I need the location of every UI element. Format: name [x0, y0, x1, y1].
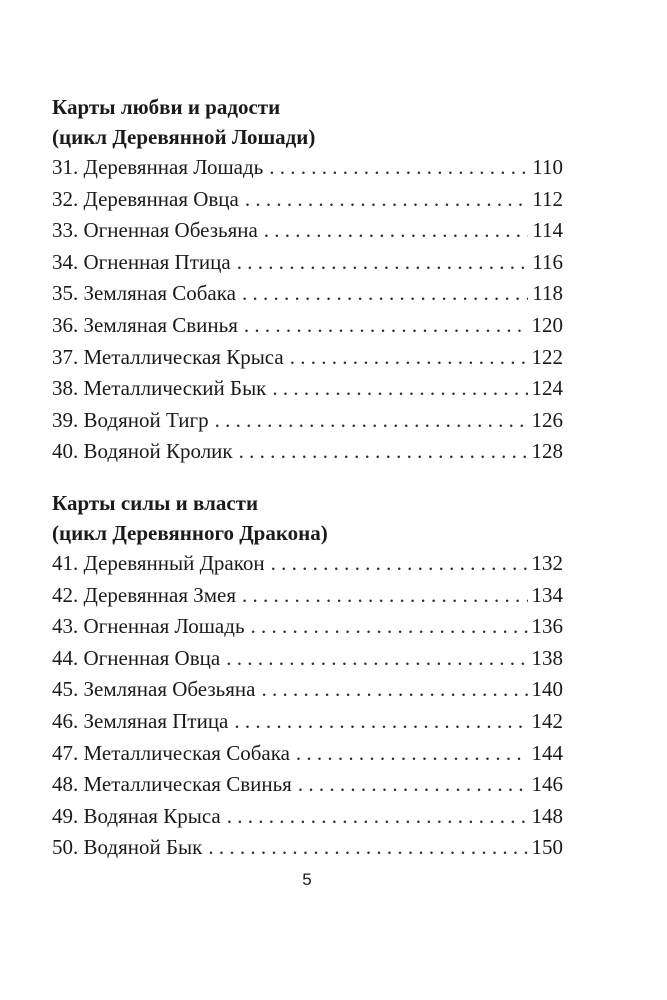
- entry-title: 49. Водяная Крыса: [52, 803, 221, 828]
- entry-page-number: 112: [532, 186, 563, 211]
- toc-entry[interactable]: [52, 278, 563, 310]
- toc-section-love-joy: [52, 92, 563, 468]
- entry-title: 34. Огненная Птица: [52, 249, 231, 274]
- entry-title: 37. Металлическая Крыса: [52, 344, 284, 369]
- entry-page-number: 124: [531, 376, 563, 401]
- toc-entry[interactable]: [52, 247, 563, 279]
- entry-title: 38. Металлический Бык: [52, 376, 267, 401]
- entry-page-number: 134: [531, 582, 563, 607]
- dot-leader: [261, 674, 527, 706]
- section-title: [52, 488, 563, 548]
- toc-entry[interactable]: [52, 342, 563, 374]
- dot-leader: [298, 769, 528, 801]
- entry-page-number: 148: [531, 803, 563, 828]
- toc-entry[interactable]: [52, 769, 563, 801]
- dot-leader: [215, 405, 528, 437]
- toc-entry[interactable]: [52, 674, 563, 706]
- section-title-line1: Карты силы и власти: [52, 490, 259, 515]
- entry-page-number: 110: [532, 155, 563, 179]
- dot-leader: [242, 580, 527, 612]
- dot-leader: [290, 342, 528, 374]
- entry-page-number: 146: [531, 772, 563, 797]
- dot-leader: [251, 611, 528, 643]
- entry-title: 32. Деревянная Овца: [52, 186, 239, 211]
- toc-entry[interactable]: [52, 436, 563, 468]
- toc-entry[interactable]: [52, 738, 563, 770]
- toc-entry-list: [52, 152, 563, 468]
- toc-entry[interactable]: [52, 373, 563, 405]
- dot-leader: [272, 373, 527, 405]
- entry-page-number: 126: [531, 407, 563, 432]
- dot-leader: [264, 215, 528, 247]
- dot-leader: [269, 152, 528, 184]
- entry-page-number: 132: [531, 550, 563, 575]
- entry-title: 39. Водяной Тигр: [52, 407, 209, 432]
- entry-page-number: 122: [531, 344, 563, 369]
- toc-entry[interactable]: [52, 152, 563, 184]
- toc-section-power-authority: [52, 488, 563, 864]
- toc-entry[interactable]: [52, 832, 563, 864]
- entry-title: 31. Деревянная Лошадь: [52, 155, 264, 179]
- entry-title: 33. Огненная Обезьяна: [52, 218, 258, 243]
- dot-leader: [237, 247, 529, 279]
- entry-title: 41. Деревянный Дракон: [52, 550, 265, 575]
- entry-page-number: 120: [531, 312, 563, 337]
- entry-title: 43. Огненная Лошадь: [52, 614, 245, 639]
- toc-entry[interactable]: [52, 215, 563, 247]
- entry-title: 40. Водяной Кролик: [52, 439, 233, 464]
- toc-entry[interactable]: [52, 801, 563, 833]
- entry-page-number: 128: [531, 439, 563, 464]
- entry-title: 44. Огненная Овца: [52, 645, 221, 670]
- entry-page-number: 136: [531, 614, 563, 639]
- toc-entry[interactable]: [52, 548, 563, 580]
- dot-leader: [244, 310, 528, 342]
- entry-page-number: 150: [531, 835, 563, 860]
- dot-leader: [271, 548, 528, 580]
- entry-title: 36. Земляная Свинья: [52, 312, 238, 337]
- section-title-line1: Карты любви и радости: [52, 95, 281, 119]
- page-number: 5: [302, 870, 312, 889]
- section-title: [52, 92, 563, 152]
- toc-entry[interactable]: [52, 310, 563, 342]
- entry-title: 50. Водяной Бык: [52, 835, 203, 860]
- entry-title: 35. Земляная Собака: [52, 281, 236, 306]
- entry-title: 47. Металлическая Собака: [52, 740, 290, 765]
- entry-page-number: 144: [531, 740, 563, 765]
- toc-entry[interactable]: [52, 580, 563, 612]
- dot-leader: [242, 278, 528, 310]
- toc-entry[interactable]: [52, 706, 563, 738]
- dot-leader: [234, 706, 527, 738]
- toc-page: [52, 92, 563, 884]
- toc-entry-list: [52, 548, 563, 864]
- entry-page-number: 118: [532, 281, 563, 306]
- toc-entry[interactable]: [52, 184, 563, 216]
- entry-page-number: 114: [532, 218, 563, 243]
- entry-title: 42. Деревянная Змея: [52, 582, 237, 607]
- section-title-line2: (цикл Деревянного Дракона): [52, 520, 328, 545]
- dot-leader: [239, 436, 528, 468]
- section-title-line2: (цикл Деревянной Лошади): [52, 125, 316, 149]
- dot-leader: [245, 184, 528, 216]
- toc-entry[interactable]: [52, 611, 563, 643]
- dot-leader: [296, 738, 528, 770]
- entry-page-number: 116: [532, 249, 563, 274]
- dot-leader: [227, 801, 528, 833]
- toc-entry[interactable]: [52, 405, 563, 437]
- toc-entry[interactable]: [52, 643, 563, 675]
- entry-page-number: 140: [531, 677, 563, 702]
- entry-page-number: 138: [531, 645, 563, 670]
- dot-leader: [208, 832, 527, 864]
- entry-title: 48. Металлическая Свинья: [52, 772, 292, 797]
- dot-leader: [226, 643, 527, 675]
- entry-title: 45. Земляная Обезьяна: [52, 677, 256, 702]
- entry-title: 46. Земляная Птица: [52, 708, 229, 733]
- entry-page-number: 142: [531, 708, 563, 733]
